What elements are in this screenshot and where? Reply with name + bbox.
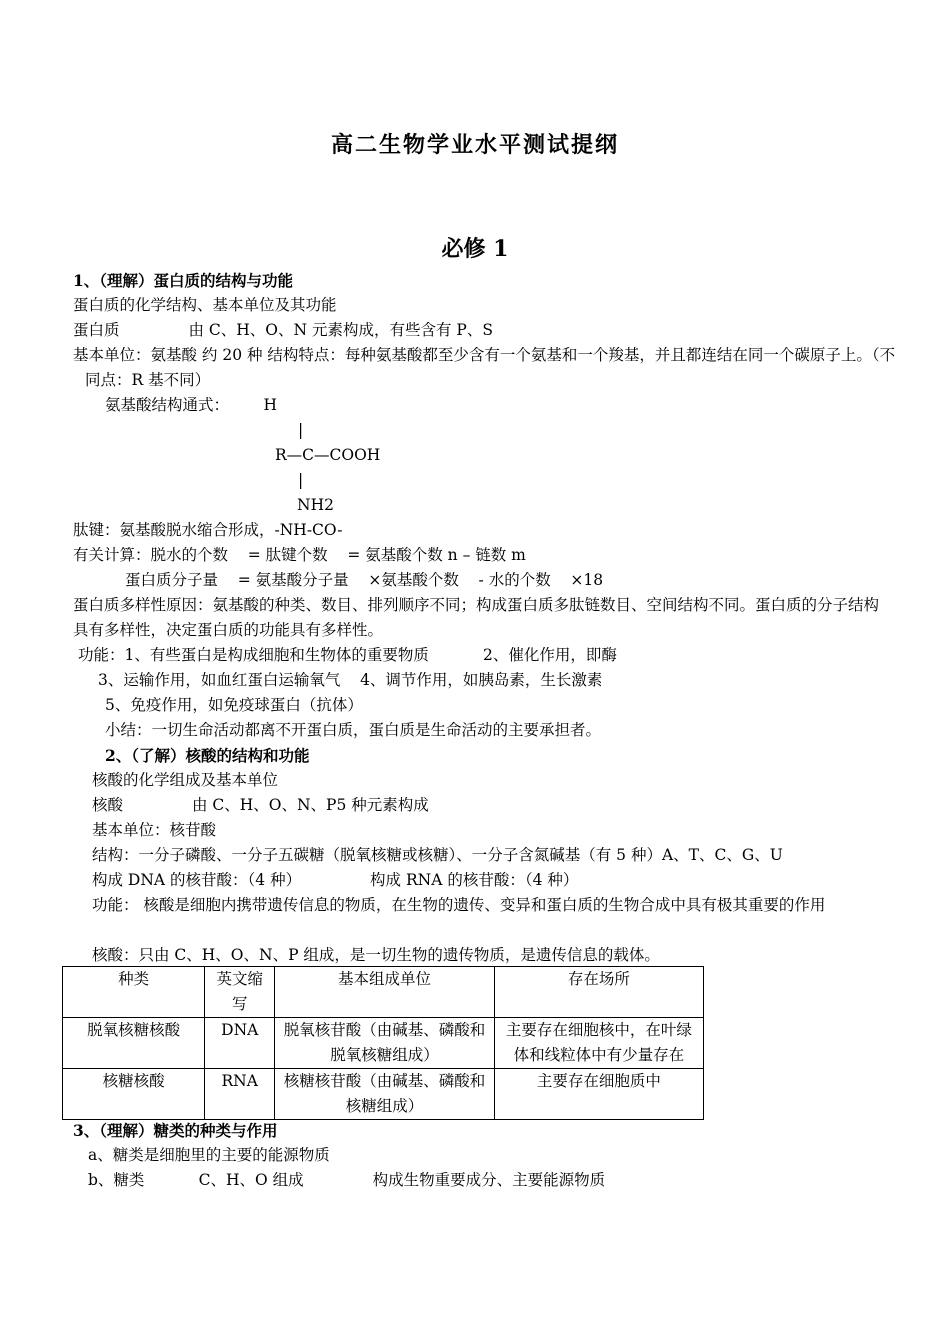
text-line: 3、运输作用，如血红蛋白运输氧气 4、调节作用，如胰岛素，生长激素	[98, 671, 603, 689]
section-3-heading: 3、（理解）糖类的种类与作用	[73, 1121, 278, 1140]
module-title: 必修 1	[441, 236, 509, 262]
text-paragraph: 功能： 核酸是细胞内携带遗传信息的物质，在生物的遗传、变异和蛋白质的生物合成中具有极其重要的作用	[92, 896, 826, 914]
text-line: 蛋白质 由 C、H、O、N 元素构成，有些含有 P、S	[73, 321, 493, 339]
table-cell: 核糖核酸	[63, 1069, 205, 1120]
text-line: 功能：1、有些蛋白是构成细胞和生物体的重要物质 2、催化作用，即酶	[78, 646, 617, 664]
text-line: 蛋白质分子量 = 氨基酸分子量 ×氨基酸个数 - 水的个数 ×18	[125, 571, 604, 589]
table-cell: 脱氧核糖核酸	[63, 1018, 205, 1069]
table-header-cell: 英文缩写	[205, 967, 275, 1018]
table-cell: 核糖核苷酸（由碱基、磷酸和核糖组成）	[275, 1069, 495, 1120]
table-cell: 脱氧核苷酸（由碱基、磷酸和脱氧核糖组成）	[275, 1018, 495, 1069]
text-line: 5、免疫作用，如免疫球蛋白（抗体）	[105, 696, 363, 714]
text-line: 构成 DNA 的核苷酸：（4 种） 构成 RNA 的核苷酸：（4 种）	[92, 871, 579, 889]
table-cell: DNA	[205, 1018, 275, 1069]
table-header-cell: 种类	[63, 967, 205, 1018]
table-cell: 主要存在细胞质中	[494, 1069, 703, 1120]
formula-main: R—C—COOH	[275, 446, 381, 464]
table-header-row	[63, 967, 704, 1018]
text-line: 小结：一切生命活动都离不开蛋白质，蛋白质是生命活动的主要承担者。	[105, 721, 602, 739]
text-line: 核酸的化学组成及基本单位	[92, 771, 279, 789]
formula-amino-group: NH2	[297, 496, 334, 514]
text-line: 基本单位：核苷酸	[92, 821, 217, 839]
text-line: 结构：一分子磷酸、一分子五碳糖（脱氧核糖或核糖）、一分子含氮碱基（有 5 种）A、T、C、G、U	[92, 846, 783, 864]
section-2-heading: 2、（了解）核酸的结构和功能	[105, 746, 310, 765]
section-1-heading: 1、（理解）蛋白质的结构与功能	[73, 271, 294, 290]
document-title: 高二生物学业水平测试提纲	[330, 132, 619, 158]
nucleic-acid-table	[62, 966, 704, 1120]
table-header-cell: 基本组成单位	[275, 967, 495, 1018]
table-cell: 主要存在细胞核中，在叶绿体和线粒体中有少量存在	[494, 1018, 703, 1069]
text-line: a、糖类是细胞里的主要的能源物质	[88, 1146, 330, 1164]
text-line: 蛋白质的化学结构、基本单位及其功能	[73, 296, 337, 314]
table-cell: RNA	[205, 1069, 275, 1120]
text-paragraph: 蛋白质多样性原因：氨基酸的种类、数目、排列顺序不同；构成蛋白质多肽链数目、空间结构不同。蛋白质的分子结构具有多样性，决定蛋白质的功能具有多样性。	[73, 596, 880, 639]
text-line: b、糖类 C、H、O 组成 构成生物重要成分、主要能源物质	[88, 1171, 606, 1189]
table-header-cell: 存在场所	[494, 967, 703, 1018]
table-row	[63, 1018, 704, 1069]
formula-bond: |	[298, 421, 304, 439]
table-row	[63, 1069, 704, 1120]
text-paragraph: 基本单位：氨基酸 约 20 种 结构特点：每种氨基酸都至少含有一个氨基和一个羧基，并且都连结在同一个碳原子上。（不同点：R 基不同）	[73, 346, 896, 389]
text-line: 有关计算：脱水的个数 = 肽键个数 = 氨基酸个数 n – 链数 m	[73, 546, 526, 564]
formula-label: 氨基酸结构通式： H	[105, 396, 278, 414]
formula-bond: |	[298, 471, 304, 489]
text-line: 核酸：只由 C、H、O、N、P 组成，是一切生物的遗传物质，是遗传信息的载体。	[92, 946, 660, 964]
text-line: 核酸 由 C、H、O、N、P5 种元素构成	[92, 796, 429, 814]
text-line: 肽键：氨基酸脱水缩合形成，-NH-CO-	[73, 521, 343, 539]
